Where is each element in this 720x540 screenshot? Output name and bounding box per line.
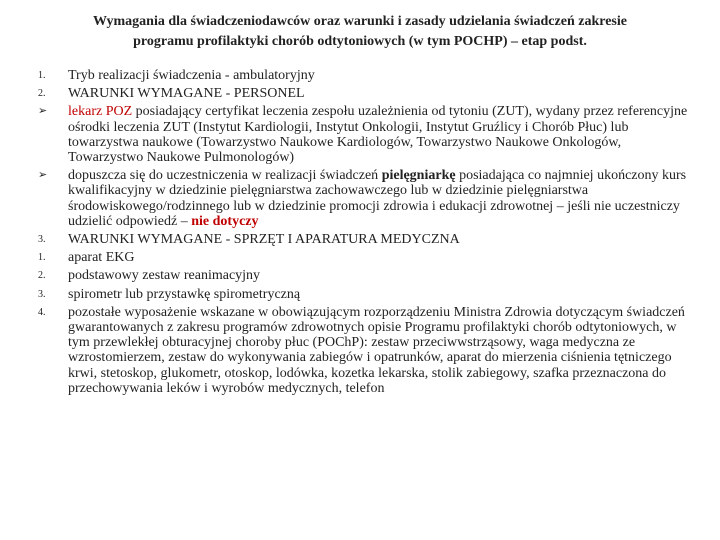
- list-item: [38, 232, 698, 247]
- nurse-text-after: posiadająca co najmniej ukończony kurs kwalifikacyjny w dziedzinie pielęgniarstwa zachowawczego lub w dziedzinie pielęgniarstwa środowiskowego/rodzinnego lub w dziedzinie promocji zdrowia i edukacji zdrowotnej – jeśli nie uczestniczy udzielić odpowiedź –: [68, 168, 687, 229]
- list-number: 2.: [38, 88, 46, 100]
- list-item-text: [68, 104, 698, 165]
- nurse-role-bold: pielęgniarkę: [381, 168, 456, 184]
- list-item-text: podstawowy zestaw reanimacyjny: [68, 268, 261, 284]
- doctor-requirement-text: posiadający certyfikat leczenia zespołu uzależnienia od tytoniu (ZUT), wydany przez referencyjne ośrodki leczenia ZUT (Instytut Kardiologii, Instytut Onkologii, Instytut Gruźlicy i Chorób Płuc) lub towarzystwa naukowe (Towarzystwo Naukowe Kardiologów, Towarzystwo Naukowe Onkologów, Towarzystwo Naukowe Pulmonologów): [68, 104, 688, 166]
- list-item-text: pozostałe wyposażenie wskazane w obowiązującym rozporządzeniu Ministra Zdrowia dotyczącym świadczeń gwarantowanych z zakresu programów zdrowotnych opisie Programu profilaktyki chorób odtytoniowych, w tym przewlekłej obturacyjnej choroby płuc (POChP): zestaw przeciwwstrząsowy, waga medyczna ze wzrostomierzem, zestaw do wykonywania zabiegów i opatrunków, aparat do mierzenia ciśnienia tętniczego krwi, stetoskop, glukometr, otoskop, lodówka, kozetka lekarska, stolik zabiegowy, szafka przeznaczona do przechowywania leków i wyrobów medycznych, telefon: [68, 304, 685, 396]
- list-item: [38, 268, 698, 283]
- list-item-text: Tryb realizacji świadczenia - ambulatoryjny: [68, 68, 315, 83]
- list-item-text: spirometr lub przystawkę spirometryczną: [68, 286, 301, 302]
- list-item-text: [68, 168, 698, 229]
- list-number: 3.: [38, 234, 46, 246]
- nurse-text-before: dopuszcza się do uczestniczenia w realizacji świadczeń: [68, 168, 382, 184]
- list-number: 2.: [38, 270, 46, 282]
- list-item-text: aparat EKG: [68, 250, 135, 266]
- arrow-bullet-icon: ➢: [38, 169, 48, 182]
- list-item: [38, 250, 698, 265]
- section-heading-personnel: WARUNKI WYMAGANE - PERSONEL: [68, 86, 305, 102]
- list-item: [38, 287, 698, 302]
- list-number: 1.: [38, 70, 46, 81]
- arrow-bullet-icon: ➢: [38, 105, 48, 118]
- section-heading-equipment: WARUNKI WYMAGANE - SPRZĘT I APARATURA MEDYCZNA: [68, 232, 460, 248]
- list-number: 4.: [38, 306, 46, 318]
- list-item: [38, 168, 698, 229]
- not-applicable-label: nie dotyczy: [191, 213, 259, 229]
- list-number: 3.: [38, 288, 46, 300]
- title-line-2: programu profilaktyki chorób odtytoniowych (w tym POCHP) – etap podst.: [133, 34, 587, 49]
- list-item: [38, 104, 698, 165]
- page-title: [40, 12, 680, 52]
- title-line-1: Wymagania dla świadczeniodawców oraz warunki i zasady udzielania świadczeń zakresie: [93, 14, 627, 29]
- requirements-list: [38, 68, 698, 399]
- list-item: [38, 305, 698, 396]
- list-number: 1.: [38, 252, 46, 264]
- list-item: [38, 68, 698, 83]
- highlight-doctor-role: lekarz POZ: [68, 104, 133, 120]
- list-item: [38, 86, 698, 101]
